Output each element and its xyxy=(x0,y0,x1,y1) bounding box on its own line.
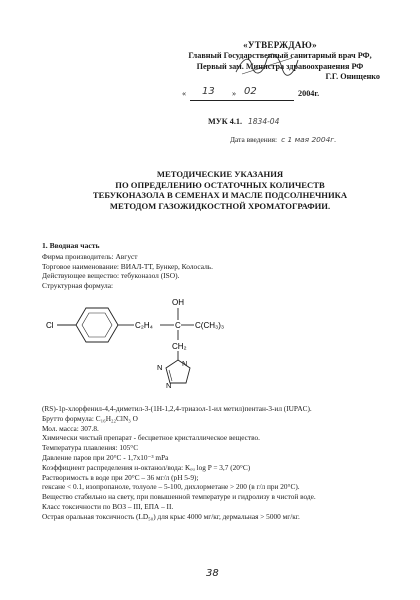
pure-description: Химически чистый препарат - бесцветное кристаллическое вещество. xyxy=(42,433,260,443)
structural-formula-label: Структурная формула: xyxy=(42,280,114,290)
gross-formula-label: Брутто формула: xyxy=(42,413,94,423)
approval-title: «УТВЕРЖДАЮ» xyxy=(243,40,317,50)
manufacturer-line: Фирма производитель: Август xyxy=(42,252,138,261)
formula-ch2: CH₂ xyxy=(172,342,187,351)
muk-number: 1834-04 xyxy=(248,117,280,126)
heading-line-4: МЕТОДОМ ГАЗОЖИДКОСТНОЙ ХРОМАТОГРАФИИ. xyxy=(109,200,331,211)
formula-n3: N xyxy=(157,363,163,372)
toxicity-class: Класс токсичности по ВОЗ – III, ЕПА – II. xyxy=(42,501,174,511)
molar-mass: Мол. масса: 307.8. xyxy=(42,423,99,433)
intro-body xyxy=(42,252,382,290)
structural-formula xyxy=(38,290,368,390)
approval-signer: Г.Г. Онищенко xyxy=(325,72,380,82)
formula-n1: N xyxy=(182,359,188,368)
approval-date xyxy=(180,86,380,103)
section-title: 1. Вводная часть xyxy=(42,241,100,250)
water-solubility: Растворимость в воде при 20°С – 36 мг/л (рН 5-9); xyxy=(42,472,199,482)
iupac-name: (RS)-1р-хлорфенил-4,4-диметил-3-(1Н-1,2,4-триазол-1-ил метил)пентан-3-ил (IUPAC). xyxy=(42,404,312,413)
heading-line-3: ТЕБУКОНАЗОЛА В СЕМЕНАХ И МАСЛЕ ПОДСОЛНЕЧНИКА xyxy=(92,190,348,201)
approval-block xyxy=(180,40,380,103)
date-quote-open: « xyxy=(182,89,187,99)
heading-line-2: ПО ОПРЕДЕЛЕНИЮ ОСТАТОЧНЫХ КОЛИЧЕСТВ xyxy=(115,179,325,190)
formula-tbu: C(CH₃)₃ xyxy=(195,321,225,330)
vapor-pressure: Давление паров при 20°С - 1,7х10⁻³ mPa xyxy=(42,452,169,462)
formula-n2: N xyxy=(166,381,172,390)
organic-solubility: гексане < 0.1, изопропаноле, толуоле – 5-100, дихлорметане > 200 (в г/л при 20°С). xyxy=(42,482,300,492)
intro-value: с 1 мая 2004г. xyxy=(281,135,337,144)
formula-c: C xyxy=(175,321,181,330)
trade-name-line: Торговое наименование: ВИАЛ-ТТ, Бункер, Колосаль. xyxy=(42,261,214,271)
introduction-date xyxy=(230,135,337,144)
approval-position-2: Первый зам. Министра здравоохранения РФ xyxy=(196,61,364,71)
formula-oh: OH xyxy=(172,298,184,307)
muk-label: МУК 4.1. xyxy=(208,117,243,126)
heading-line-1: МЕТОДИЧЕСКИЕ УКАЗАНИЯ xyxy=(156,169,284,179)
formula-c2h4: C₂H₄ xyxy=(135,321,153,330)
gross-formula xyxy=(42,414,392,424)
date-quote-close: » xyxy=(232,89,237,99)
oral-toxicity: Острая оральная токсичность (LD₅₀) для крыс 4000 мг/кг, дермальная > 5000 мг/кг. xyxy=(42,511,300,521)
formula-cl: Cl xyxy=(46,321,54,330)
melting-point: Температура плавления: 105°С xyxy=(42,443,139,453)
intro-label: Дата введения: xyxy=(230,135,278,144)
date-day: 13 xyxy=(202,86,215,98)
approval-position-1: Главный Государственный санитарный врач РФ, xyxy=(188,50,372,60)
stability: Вещество стабильно на свету, при повышенной температуре и гидролизу в чистой воде. xyxy=(42,492,316,502)
partition-coefficient: Коэффициент распределения н-октанол/вода: Kₒᵤ log P = 3,7 (20°С) xyxy=(42,462,251,472)
properties-block xyxy=(42,404,392,522)
date-year: 2004г. xyxy=(298,89,320,99)
page-number: 38 xyxy=(206,568,219,579)
date-underline xyxy=(190,100,294,101)
document-heading xyxy=(60,169,380,211)
muk-line xyxy=(208,117,279,126)
gross-formula-value: C₁₆H₂₂ClN₃ O xyxy=(95,413,138,423)
date-month: 02 xyxy=(244,86,257,98)
active-substance-line: Действующее вещество: тебуконазол (ISO). xyxy=(42,271,180,281)
